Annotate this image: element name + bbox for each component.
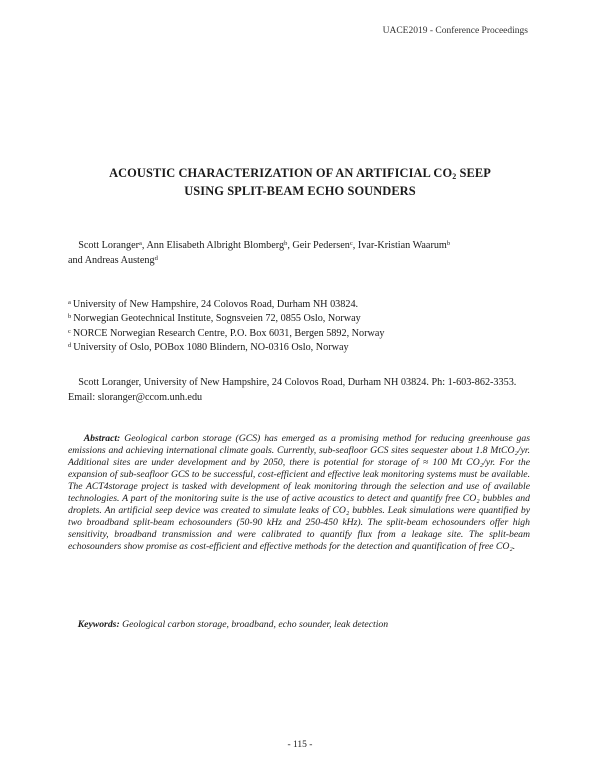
indent bbox=[68, 240, 78, 251]
author-affiliation-mark: a bbox=[139, 240, 142, 247]
author-affiliation-mark: d bbox=[154, 254, 158, 262]
correspondence-text: Scott Loranger, University of New Hampshire, 24 Colovos Road, Durham NH 03824. Ph: 1-603-862-3353. Email: sloranger@ccom.unh.edu bbox=[68, 377, 517, 403]
abstract-label: Abstract: bbox=[83, 433, 121, 444]
title-line-1: ACOUSTIC CHARACTERIZATION OF AN ARTIFICIAL $CO_2$ SEEP bbox=[109, 166, 491, 181]
keywords bbox=[68, 619, 530, 630]
indent bbox=[68, 619, 78, 630]
author-affiliation-mark: b bbox=[284, 240, 288, 247]
abstract-text: Geological carbon storage (GCS) has emerged as a promising method for reducing greenhouse gas emissions and achieving international climate goals. Currently, sub-seafloor GCS sites sequester about 1.8 MtCO₂/yr. Additional sites are under development and by 2050, there is potential for storage of ≈ 100 Mt CO₂/yr. For the expansion of sub-seafloor GCS to be successful, cost-efficient and effective leak monitoring systems must be available. The ACT4storage project is tasked with development of leak monitoring through the selection and use of available technologies. A part of the monitoring suite is the use of active acoustics to detect and quantify free CO₂ bubbles and droplets. An artificial seep device was created to simulate leaks of CO₂ bubbles. Leak simulations were quantified by two broadband split-beam echosounders (50-90 kHz and 250-450 kHz). The split-beam echosounders offer high sensitivity, broadband transmission and were calibrated to quantify flux from a leakage site. The split-beam echosounders show promise as cost-efficient and effective methods for the detection and quantification of free CO₂. bbox=[68, 433, 530, 552]
author-list: Scott Loranger$^a$, Ann Elisabeth Albright Blomberg$^b$, Geir Pedersen$^c$, Ivar-Kristian Waarum$^b$ and Andreas Austeng$^d$ bbox=[68, 240, 451, 266]
author-name: Geir Pedersen bbox=[292, 240, 350, 251]
author-name: Andreas Austeng bbox=[84, 254, 155, 266]
abstract bbox=[68, 433, 530, 553]
keywords-text: Geological carbon storage, broadband, echo sounder, leak detection bbox=[119, 619, 389, 630]
affiliation-item: $^a$ University of New Hampshire, 24 Colovos Road, Durham NH 03824. bbox=[68, 299, 359, 310]
indent bbox=[68, 433, 84, 444]
page-number: - 115 - bbox=[287, 740, 313, 750]
running-header: UACE2019 - Conference Proceedings bbox=[382, 26, 528, 36]
author-affiliation-mark: b bbox=[446, 240, 451, 247]
author-name: Ann Elisabeth Albright Blomberg bbox=[146, 240, 285, 251]
corresponding-author bbox=[68, 376, 530, 405]
paper-title bbox=[60, 165, 540, 200]
affiliation-item: $^d$ University of Oslo, POBox 1080 Blindern, NO-0316 Oslo, Norway bbox=[68, 341, 349, 353]
title-subscript: 2 bbox=[452, 172, 457, 181]
affiliation-list bbox=[68, 298, 530, 355]
author-affiliation-mark: c bbox=[349, 240, 353, 247]
author-name: Ivar-Kristian Waarum bbox=[357, 240, 447, 251]
affiliation-item: $^b$ Norwegian Geotechnical Institute, Sognsveien 72, 0855 Oslo, Norway bbox=[68, 313, 361, 325]
author-name: Scott Loranger bbox=[78, 240, 140, 251]
indent bbox=[68, 377, 78, 388]
affiliation-item: $^c$ NORCE Norwegian Research Centre, P.O. Box 6031, Bergen 5892, Norway bbox=[68, 327, 385, 339]
keywords-label: Keywords: bbox=[77, 619, 120, 630]
title-line-2: USING SPLIT-BEAM ECHO SOUNDERS bbox=[184, 184, 416, 198]
